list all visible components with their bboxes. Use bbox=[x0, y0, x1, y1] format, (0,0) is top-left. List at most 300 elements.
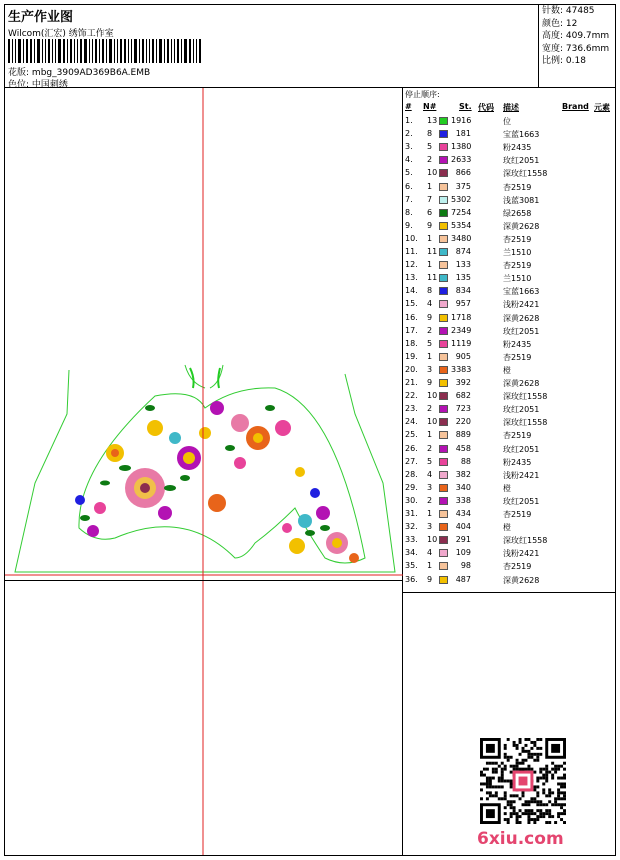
qr-module bbox=[507, 821, 510, 824]
color-swatch bbox=[439, 471, 448, 479]
row-index: 6. bbox=[405, 181, 413, 191]
table-row bbox=[403, 338, 615, 351]
color-swatch bbox=[439, 353, 448, 361]
qr-module bbox=[489, 777, 492, 780]
qr-module bbox=[551, 774, 554, 777]
qr-module bbox=[492, 785, 495, 788]
table-row bbox=[403, 141, 615, 154]
table-header bbox=[405, 102, 615, 114]
row-index: 26. bbox=[405, 443, 418, 453]
qr-module bbox=[504, 780, 507, 783]
barcode-bar bbox=[167, 39, 169, 63]
col-n: N# bbox=[423, 102, 437, 111]
table-row bbox=[403, 312, 615, 325]
qr-module bbox=[492, 762, 495, 765]
qr-module bbox=[483, 774, 486, 777]
table-row bbox=[403, 259, 615, 272]
row-index: 3. bbox=[405, 142, 413, 152]
qr-module bbox=[483, 768, 486, 771]
barcode-bar bbox=[80, 39, 82, 63]
qr-module bbox=[486, 791, 489, 794]
row-stitches: 7254 bbox=[451, 207, 472, 217]
qr-module bbox=[551, 815, 554, 818]
qr-module bbox=[545, 821, 548, 824]
qr-module bbox=[510, 785, 513, 788]
qr-module bbox=[524, 738, 527, 741]
row-needle: 10 bbox=[427, 168, 438, 178]
qr-module bbox=[510, 771, 513, 774]
qr-module bbox=[524, 750, 527, 753]
barcode-bar bbox=[139, 39, 140, 63]
row-stitches: 957 bbox=[455, 299, 471, 309]
row-description: 杏2519 bbox=[503, 562, 532, 572]
row-stitches: 291 bbox=[455, 535, 471, 545]
row-needle: 4 bbox=[427, 299, 433, 309]
table-row bbox=[403, 128, 615, 141]
qr-module bbox=[563, 821, 566, 824]
color-swatch bbox=[439, 431, 448, 439]
qr-module bbox=[480, 797, 483, 800]
qr-module bbox=[510, 806, 513, 809]
qr-module bbox=[563, 768, 566, 771]
qr-module bbox=[533, 800, 536, 803]
qr-module bbox=[504, 806, 507, 809]
color-swatch bbox=[439, 523, 448, 531]
qr-module bbox=[536, 785, 539, 788]
qr-module bbox=[533, 812, 536, 815]
qr-module bbox=[513, 768, 516, 771]
row-index: 16. bbox=[405, 312, 418, 322]
qr-module bbox=[554, 800, 557, 803]
qr-module bbox=[504, 768, 507, 771]
table-row bbox=[403, 416, 615, 429]
qr-module bbox=[554, 768, 557, 771]
qr-module bbox=[483, 782, 486, 785]
row-stitches: 1718 bbox=[451, 312, 472, 322]
color-swatch bbox=[439, 287, 448, 295]
qr-module bbox=[527, 812, 530, 815]
qr-module bbox=[533, 797, 536, 800]
qr-module bbox=[539, 747, 542, 750]
qr-module bbox=[519, 777, 528, 786]
table-row bbox=[403, 547, 615, 560]
row-description: 深玫红1558 bbox=[503, 392, 548, 402]
row-index: 12. bbox=[405, 260, 418, 270]
qr-module bbox=[539, 815, 542, 818]
row-needle: 7 bbox=[427, 194, 433, 204]
qr-module bbox=[551, 744, 560, 753]
color-swatch bbox=[439, 143, 448, 151]
qr-module bbox=[542, 768, 545, 771]
row-stitches: 133 bbox=[455, 260, 471, 270]
qr-module bbox=[542, 782, 545, 785]
qr-module bbox=[527, 809, 530, 812]
row-index: 17. bbox=[405, 325, 418, 335]
barcode-bar bbox=[45, 39, 46, 63]
qr-module bbox=[542, 788, 545, 791]
row-stitches: 404 bbox=[455, 522, 471, 532]
qr-module bbox=[507, 800, 510, 803]
qr-module bbox=[548, 800, 551, 803]
qr-module bbox=[551, 777, 554, 780]
table-row bbox=[403, 167, 615, 180]
row-needle: 9 bbox=[427, 220, 433, 230]
qr-module bbox=[533, 753, 536, 756]
qr-module bbox=[480, 788, 483, 791]
qr-module bbox=[522, 794, 525, 797]
qr-module bbox=[542, 777, 545, 780]
color-swatch bbox=[439, 510, 448, 518]
qr-module bbox=[539, 800, 542, 803]
qr-module bbox=[536, 818, 539, 821]
qr-module bbox=[510, 782, 513, 785]
qr-module bbox=[495, 771, 498, 774]
barcode-bar bbox=[55, 39, 56, 63]
qr-module bbox=[557, 794, 560, 797]
row-index: 18. bbox=[405, 338, 418, 348]
color-swatch bbox=[439, 392, 448, 400]
row-description: 玫红2051 bbox=[503, 444, 540, 454]
qr-module bbox=[486, 780, 489, 783]
qr-module bbox=[516, 818, 519, 821]
qr-module bbox=[498, 777, 501, 780]
qr-module bbox=[501, 797, 504, 800]
barcode-bar bbox=[184, 39, 187, 63]
qr-module bbox=[524, 800, 527, 803]
row-needle: 9 bbox=[427, 574, 433, 584]
design-preview bbox=[5, 88, 403, 855]
qr-module bbox=[551, 768, 554, 771]
barcode-bar bbox=[189, 39, 191, 63]
barcode-bar bbox=[23, 39, 24, 63]
barcode-bar bbox=[128, 39, 129, 63]
qr-module bbox=[504, 794, 507, 797]
qr-module bbox=[560, 785, 563, 788]
color-swatch bbox=[439, 405, 448, 413]
qr-module bbox=[536, 809, 539, 812]
qr-module bbox=[486, 762, 489, 765]
color-swatch bbox=[439, 484, 448, 492]
row-index: 13. bbox=[405, 273, 418, 283]
qr-module bbox=[530, 768, 533, 771]
qr-module bbox=[536, 800, 539, 803]
qr-module bbox=[489, 762, 492, 765]
row-stitches: 340 bbox=[455, 482, 471, 492]
qr-module bbox=[486, 797, 489, 800]
qr-module bbox=[524, 744, 527, 747]
row-stitches: 1119 bbox=[451, 338, 472, 348]
row-stitches: 874 bbox=[455, 247, 471, 256]
qr-module bbox=[504, 797, 507, 800]
qr-module bbox=[504, 756, 507, 759]
qr-module bbox=[524, 768, 527, 771]
qr-module bbox=[536, 756, 539, 759]
qr-module bbox=[516, 815, 519, 818]
qr-module bbox=[498, 780, 501, 783]
color-swatch bbox=[439, 562, 448, 570]
barcode-bar bbox=[74, 39, 75, 63]
table-row bbox=[403, 233, 615, 246]
row-index: 35. bbox=[405, 561, 418, 571]
qr-module bbox=[542, 815, 545, 818]
qr-module bbox=[530, 753, 533, 756]
color-swatch bbox=[439, 445, 448, 453]
row-needle: 5 bbox=[427, 456, 433, 466]
row-needle: 1 bbox=[427, 509, 433, 518]
row-description: 玫红2051 bbox=[503, 326, 540, 336]
qr-module bbox=[536, 738, 539, 741]
qr-module bbox=[563, 791, 566, 794]
row-description: 杏2519 bbox=[503, 234, 532, 244]
barcode-bar bbox=[164, 39, 165, 63]
table-row bbox=[403, 194, 615, 207]
qr-module bbox=[507, 803, 510, 806]
barcode-bar bbox=[26, 39, 28, 63]
qr-module bbox=[530, 809, 533, 812]
qr-module bbox=[554, 765, 557, 768]
qr-module bbox=[527, 815, 530, 818]
row-description: 玫红2051 bbox=[503, 156, 540, 166]
qr-module bbox=[522, 791, 525, 794]
qr-module bbox=[510, 812, 513, 815]
qr-module bbox=[560, 765, 563, 768]
barcode-bar bbox=[12, 39, 13, 63]
qr-module bbox=[563, 762, 566, 765]
row-index: 9. bbox=[405, 220, 413, 230]
qr-module bbox=[492, 777, 495, 780]
row-description: 浅粉2421 bbox=[503, 300, 540, 310]
qr-module bbox=[560, 803, 563, 806]
qr-module bbox=[510, 800, 513, 803]
row-description: 浅粉2421 bbox=[503, 549, 540, 559]
qr-module bbox=[501, 771, 504, 774]
row-stitches: 905 bbox=[455, 351, 471, 361]
qr-module bbox=[486, 768, 489, 771]
barcode-bar bbox=[124, 39, 126, 63]
qr-module bbox=[524, 803, 527, 806]
color-swatch bbox=[439, 340, 448, 348]
qr-module bbox=[492, 771, 495, 774]
qr-module bbox=[498, 765, 501, 768]
row-description: 浅粉2421 bbox=[503, 470, 540, 480]
col-st: St. bbox=[459, 102, 472, 111]
barcode-bar bbox=[48, 39, 50, 63]
qr-module bbox=[519, 768, 522, 771]
qr-module bbox=[539, 803, 542, 806]
qr-module bbox=[548, 771, 551, 774]
table-row bbox=[403, 508, 615, 521]
barcode-bar bbox=[8, 39, 10, 63]
row-stitches: 2633 bbox=[451, 155, 472, 165]
row-stitches: 1916 bbox=[451, 116, 472, 125]
qr-module bbox=[563, 803, 566, 806]
row-needle: 13 bbox=[427, 116, 438, 125]
qr-module bbox=[524, 809, 527, 812]
table-row bbox=[403, 403, 615, 416]
qr-module bbox=[533, 818, 536, 821]
qr-module bbox=[557, 797, 560, 800]
position-value: 中国刺绣 bbox=[31, 80, 68, 90]
qr-module bbox=[557, 815, 560, 818]
qr-module bbox=[563, 785, 566, 788]
row-needle: 3 bbox=[427, 522, 433, 532]
qr-module bbox=[516, 821, 519, 824]
qr-module bbox=[542, 791, 545, 794]
row-description: 橙 bbox=[503, 523, 511, 533]
color-swatch bbox=[439, 536, 448, 544]
barcode-bar bbox=[146, 39, 147, 63]
barcode-bar bbox=[34, 39, 35, 63]
table-row bbox=[403, 351, 615, 364]
qr-module bbox=[522, 812, 525, 815]
qr-module bbox=[492, 768, 495, 771]
qr-module bbox=[554, 803, 557, 806]
barcode-bar bbox=[89, 39, 90, 63]
row-stitches: 382 bbox=[455, 469, 471, 479]
row-stitches: 5354 bbox=[451, 220, 472, 230]
col-brand: Brand bbox=[562, 102, 589, 111]
qr-module bbox=[560, 777, 563, 780]
barcode-bar bbox=[193, 39, 194, 63]
qr-module bbox=[545, 794, 548, 797]
barcode-bar bbox=[109, 39, 112, 63]
qr-module bbox=[522, 803, 525, 806]
row-needle: 1 bbox=[427, 351, 433, 361]
qr-module bbox=[545, 768, 548, 771]
row-index: 15. bbox=[405, 299, 418, 309]
qr-module bbox=[513, 809, 516, 812]
qr-module bbox=[563, 794, 566, 797]
row-needle: 2 bbox=[427, 404, 433, 414]
col-element: 元素 bbox=[594, 103, 610, 112]
qr-module bbox=[530, 800, 533, 803]
qr-module bbox=[530, 812, 533, 815]
qr-module bbox=[507, 818, 510, 821]
row-stitches: 3383 bbox=[451, 364, 472, 374]
qr-module bbox=[557, 782, 560, 785]
color-swatch bbox=[439, 248, 448, 256]
row-index: 4. bbox=[405, 155, 413, 165]
qr-module bbox=[530, 741, 533, 744]
qr-module bbox=[545, 777, 548, 780]
qr-module bbox=[539, 809, 542, 812]
qr-module bbox=[498, 785, 501, 788]
qr-module bbox=[519, 821, 522, 824]
qr-module bbox=[542, 812, 545, 815]
row-index: 27. bbox=[405, 456, 418, 466]
barcode-bar bbox=[134, 39, 137, 63]
barcode-bar bbox=[52, 39, 53, 63]
qr-module bbox=[513, 812, 516, 815]
row-index: 33. bbox=[405, 535, 418, 545]
qr-module bbox=[536, 753, 539, 756]
qr-module bbox=[551, 762, 554, 765]
qr-module bbox=[486, 785, 489, 788]
row-description: 玫红2051 bbox=[503, 405, 540, 415]
qr-module bbox=[530, 818, 533, 821]
qr-module bbox=[530, 756, 533, 759]
row-index: 34. bbox=[405, 548, 418, 558]
qr-module bbox=[560, 791, 563, 794]
row-needle: 10 bbox=[427, 391, 438, 401]
qr-module bbox=[557, 791, 560, 794]
qr-module bbox=[560, 812, 563, 815]
row-description: 杏2519 bbox=[503, 261, 532, 271]
qr-module bbox=[557, 777, 560, 780]
barcode-bar bbox=[58, 39, 61, 63]
qr-module bbox=[563, 812, 566, 815]
row-needle: 5 bbox=[427, 338, 433, 348]
qr-module bbox=[548, 821, 551, 824]
qr-module bbox=[542, 803, 545, 806]
qr-module bbox=[548, 815, 551, 818]
qr-module bbox=[513, 806, 516, 809]
row-stitches: 220 bbox=[455, 417, 471, 427]
row-description: 深玫红1558 bbox=[503, 418, 548, 428]
barcode-bar bbox=[70, 39, 72, 63]
qr-module bbox=[554, 821, 557, 824]
barcode-bar bbox=[156, 39, 157, 63]
qr-module bbox=[501, 780, 504, 783]
qr-module bbox=[527, 818, 530, 821]
qr-module bbox=[545, 765, 548, 768]
qr-module bbox=[563, 777, 566, 780]
qr-module bbox=[519, 815, 522, 818]
row-stitches: 109 bbox=[455, 548, 471, 558]
qr-module bbox=[551, 803, 554, 806]
row-stitches: 392 bbox=[455, 378, 471, 387]
qr-module bbox=[530, 747, 533, 750]
qr-module bbox=[539, 771, 542, 774]
table-row bbox=[403, 115, 615, 128]
barcode-bar bbox=[67, 39, 68, 63]
qr-module bbox=[539, 753, 542, 756]
row-description: 深黄2628 bbox=[503, 379, 540, 388]
row-stitches: 1380 bbox=[451, 142, 472, 152]
col-desc: 描述 bbox=[503, 103, 519, 112]
table-row bbox=[403, 220, 615, 233]
row-needle: 1 bbox=[427, 260, 433, 270]
row-needle: 9 bbox=[427, 378, 433, 387]
qr-module bbox=[533, 759, 536, 762]
qr-module bbox=[536, 777, 539, 780]
barcode-bar bbox=[95, 39, 97, 63]
stitch-count: 针数: 47485 bbox=[542, 6, 595, 16]
qr-module bbox=[516, 744, 519, 747]
row-index: 1. bbox=[405, 116, 413, 125]
qr-module bbox=[504, 818, 507, 821]
color-swatch bbox=[439, 222, 448, 230]
qr-module bbox=[539, 812, 542, 815]
table-row bbox=[403, 207, 615, 220]
qr-module bbox=[533, 788, 536, 791]
qr-module bbox=[545, 809, 548, 812]
row-description: 深黄2628 bbox=[503, 575, 540, 585]
row-index: 25. bbox=[405, 430, 418, 440]
row-needle: 8 bbox=[427, 129, 433, 139]
row-index: 24. bbox=[405, 417, 418, 427]
row-stitches: 135 bbox=[455, 273, 471, 283]
row-description: 粉2435 bbox=[503, 143, 532, 153]
row-stitches: 682 bbox=[455, 391, 471, 401]
row-description: 浅蓝3081 bbox=[503, 195, 540, 205]
qr-module bbox=[507, 759, 510, 762]
table-row bbox=[403, 482, 615, 495]
qr-module bbox=[516, 762, 519, 765]
qr-module bbox=[504, 812, 507, 815]
table-row bbox=[403, 560, 615, 573]
barcode-bar bbox=[15, 39, 16, 63]
